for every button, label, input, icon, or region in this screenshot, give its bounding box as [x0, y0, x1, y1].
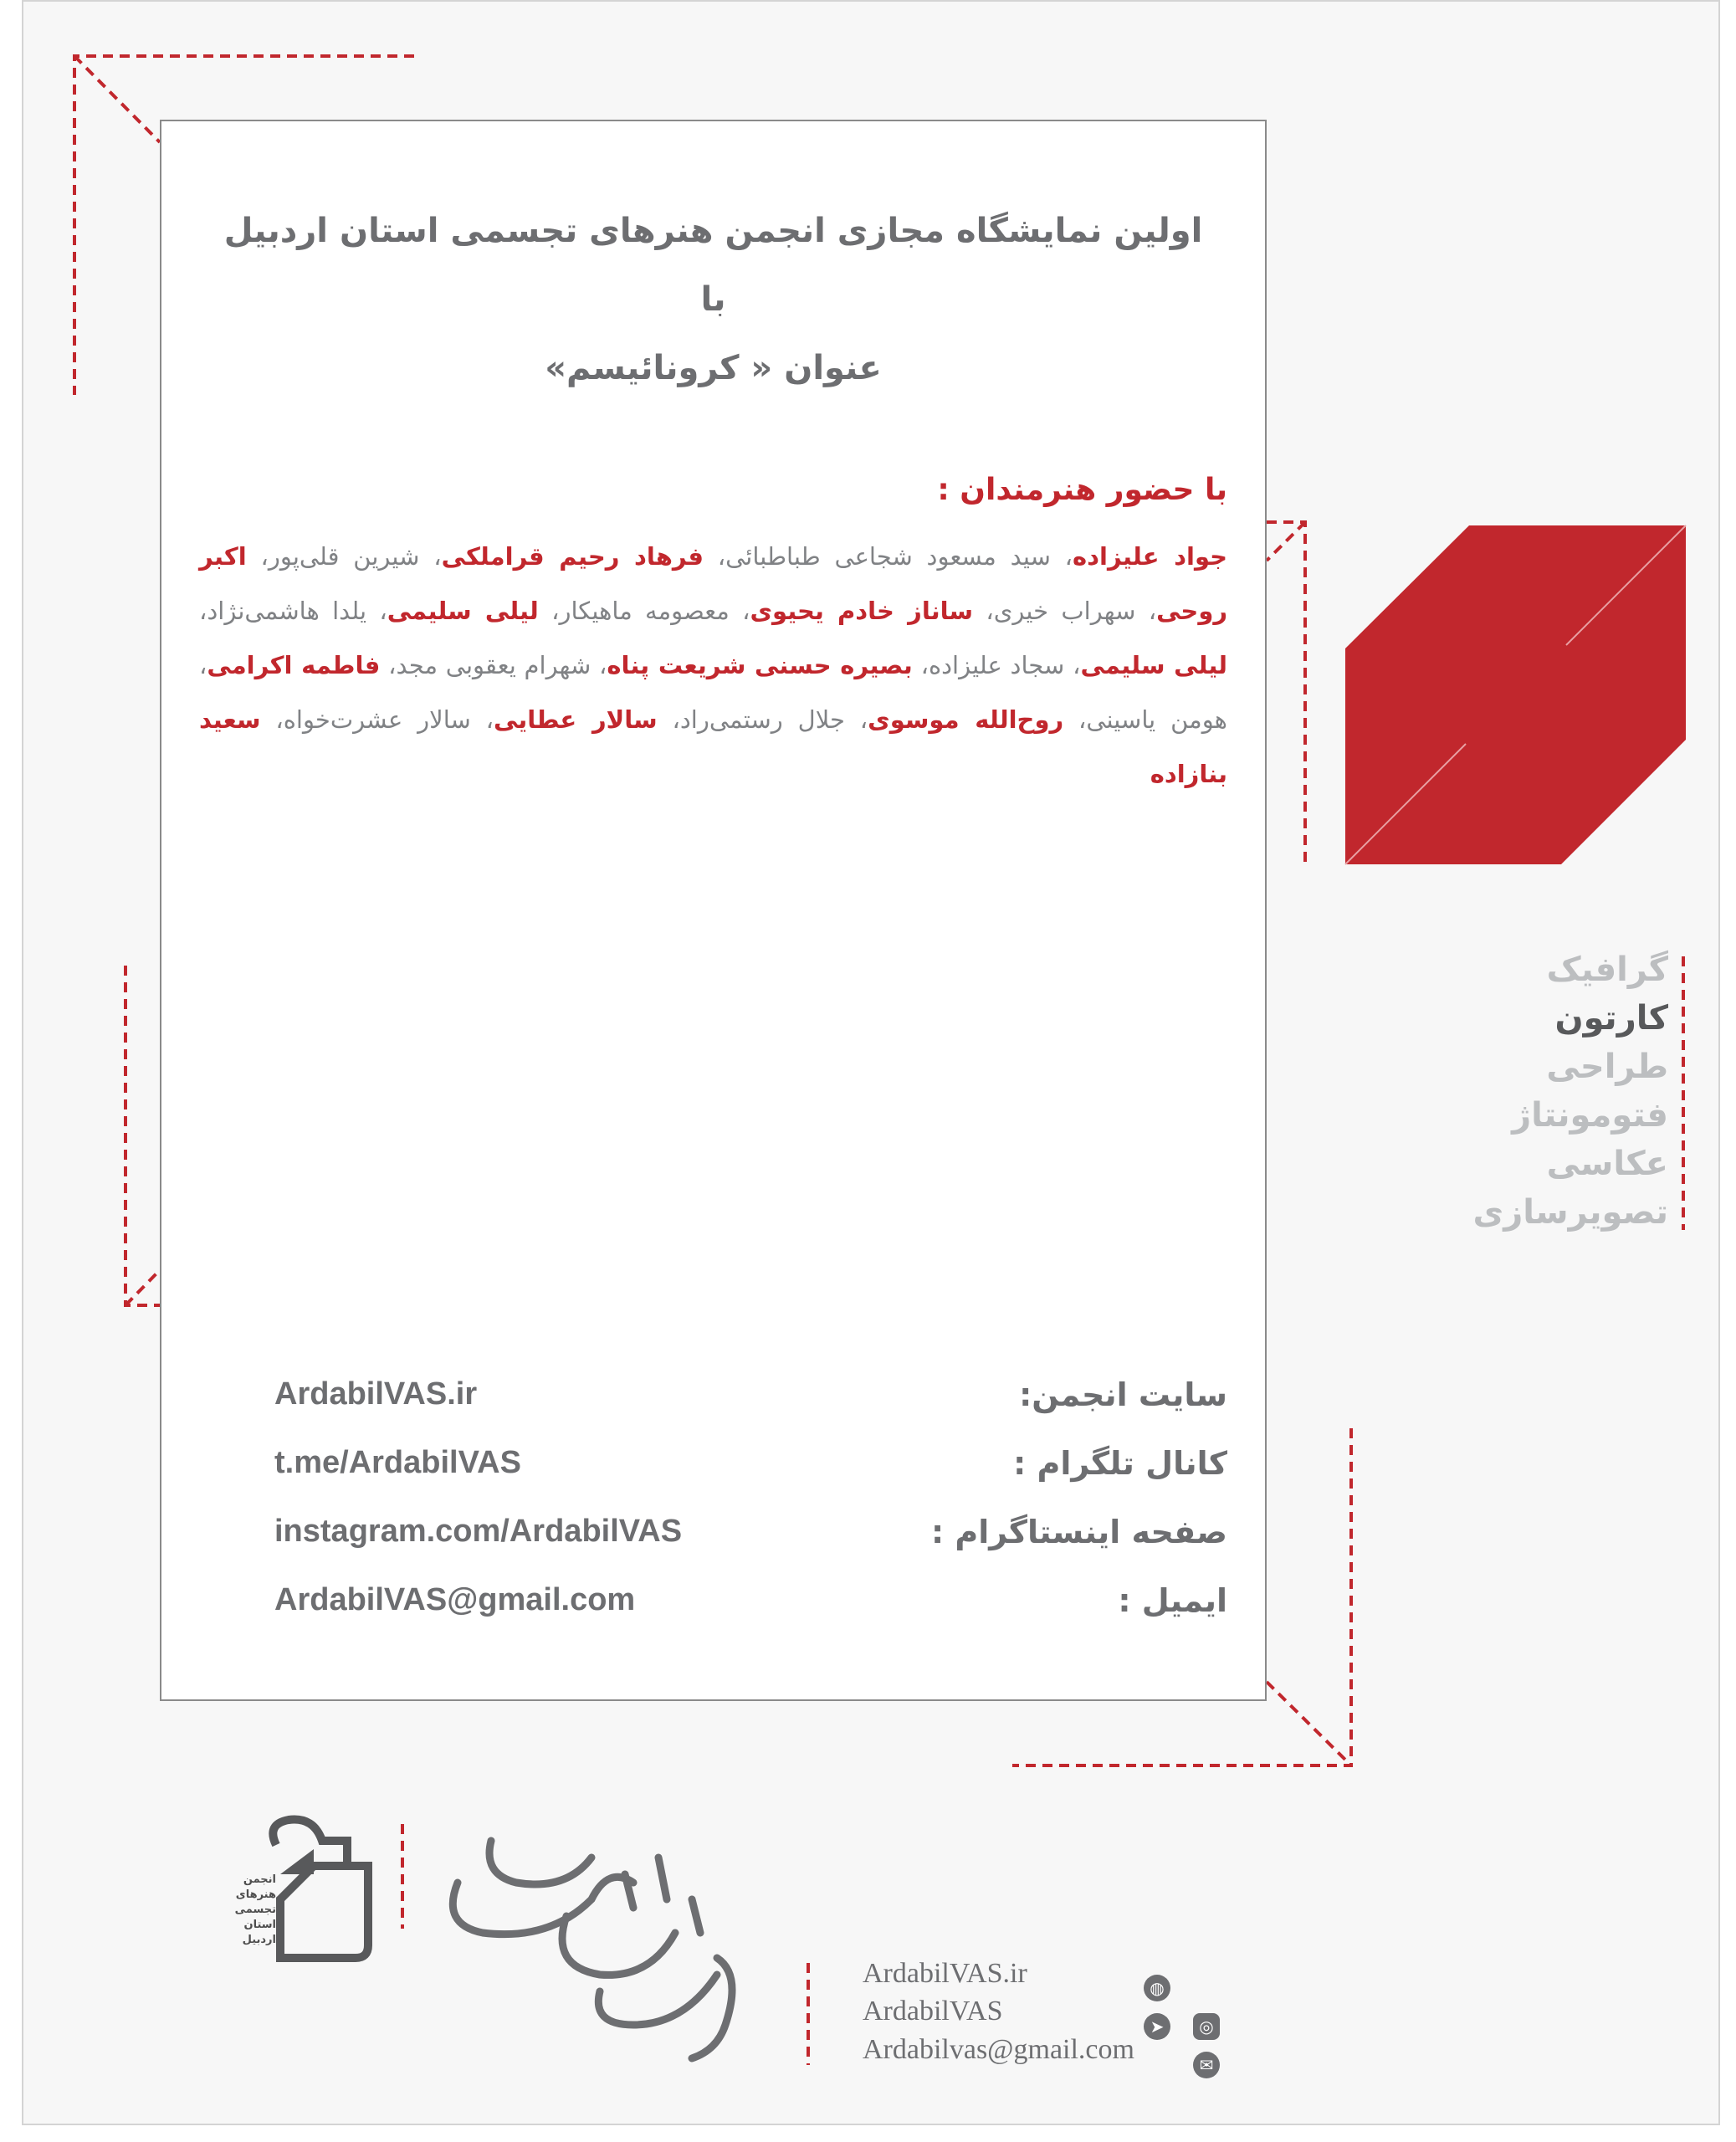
artist-name: لیلی سلیمی	[387, 597, 539, 625]
artist-name: سعید بنازاده	[199, 705, 1227, 788]
telegram-icon: ➤	[1144, 2013, 1170, 2040]
contact-label: ایمیل :	[1118, 1582, 1227, 1619]
category-graphic: گرافیک	[1546, 951, 1668, 989]
contact-instagram	[161, 1514, 1265, 1572]
telegram-link[interactable]: t.me/ArdabilVAS	[274, 1445, 521, 1480]
logo-text-line: هنرهای	[235, 1888, 276, 1901]
email-link[interactable]: ArdabilVAS@gmail.com	[274, 1582, 636, 1617]
artist-name: شهرام یعقوبی مجد	[396, 651, 591, 679]
artist-name: بصیره حسنی شریعت پناه	[607, 651, 913, 679]
dashed-corner-cube	[1267, 522, 1305, 864]
contact-telegram	[161, 1445, 1265, 1504]
category-drawing: طراحی	[1546, 1048, 1668, 1086]
footer-website[interactable]: ArdabilVAS.ir	[863, 1958, 1027, 1989]
dashed-corner-left	[125, 966, 160, 1305]
artists-heading: با حضور هنرمندان :	[937, 473, 1227, 507]
artist-name: شیرین قلی‌پور	[268, 542, 420, 571]
artist-name: معصومه ماهیکار	[559, 597, 730, 625]
artist-name: لیلی سلیمی	[1080, 651, 1228, 679]
artist-name: اکبر روحی	[199, 542, 1228, 625]
category-list	[1473, 945, 1668, 1237]
artist-name: یلدا هاشمی‌نژاد	[207, 597, 367, 625]
artist-name: جلال رستمی‌راد	[679, 705, 845, 734]
website-link[interactable]: ArdabilVAS.ir	[274, 1376, 478, 1412]
poster-title	[212, 197, 1215, 402]
artist-name: جواد علیزاده	[1073, 542, 1228, 571]
footer-social[interactable]: ArdabilVAS	[863, 1996, 1003, 2027]
artist-name: سجاد علیزاده	[928, 651, 1065, 679]
instagram-icon: ◎	[1193, 2013, 1220, 2040]
poster-card	[160, 120, 1267, 1701]
logo-text-line: انجمن	[243, 1873, 276, 1886]
contact-website	[161, 1376, 1265, 1435]
logo-text-line: تجسمی	[234, 1904, 276, 1916]
artist-name: روح‌الله موسوی	[868, 705, 1064, 734]
instagram-link[interactable]: instagram.com/ArdabilVAS	[274, 1514, 683, 1549]
contact-label: کانال تلگرام :	[1013, 1445, 1227, 1482]
contact-label: سایت انجمن:	[1019, 1376, 1227, 1413]
mail-icon: ✉	[1193, 2052, 1220, 2078]
artist-name: سید مسعود شجاعی طباطبائی	[725, 542, 1051, 571]
logo-text	[209, 1873, 276, 1948]
contact-label: صفحه اینستاگرام :	[930, 1514, 1227, 1550]
logo-text-line: استان اردبیل	[242, 1919, 276, 1946]
title-line-1: اولین نمایشگاه مجازی انجمن هنرهای تجسمی استان اردبیل با	[223, 212, 1203, 319]
artists-list: جواد علیزاده، سید مسعود شجاعی طباطبائی، فرهاد رحیم قراملکی، شیرین قلی‌پور، اکبر روحی، سهراب خیری، ساناز خادم یحیوی، معصومه ماهیکار، لیلی سلیمی، یلدا هاشمی‌نژاد، لیلی سلیمی، سجاد علیزاده، بصیره حسنی شریعت پناه، شهرام یعقوبی مجد، فاطمه اکرامی، هومن یاسینی، روح‌الله موسوی، جلال رستمی‌راد، سالار عطایی، سالار عشرت‌خواه، سعید بنازاده	[199, 542, 1228, 788]
category-cartoon: کارتون	[1554, 999, 1668, 1038]
artist-name: سالار عشرت‌خواه	[283, 705, 471, 734]
artist-name: ساناز خادم یحیوی	[750, 597, 974, 625]
category-photomontage: فتومونتاژ	[1512, 1096, 1668, 1135]
artist-name: هومن یاسینی	[1086, 705, 1227, 734]
footer-email[interactable]: Ardabilvas@gmail.com	[863, 2034, 1134, 2065]
category-photography: عکاسی	[1546, 1145, 1668, 1183]
globe-icon: ◍	[1144, 1975, 1170, 2001]
title-line-2: عنوان « کرونائیسم»	[545, 349, 882, 387]
artist-name: سهراب خیری	[993, 597, 1136, 625]
artist-name: فرهاد رحیم قراملکی	[441, 542, 704, 571]
artist-name: سالار عطایی	[494, 705, 658, 734]
contact-email	[161, 1582, 1265, 1641]
category-illustration: تصویرسازی	[1472, 1193, 1668, 1232]
artist-name: فاطمه اکرامی	[207, 651, 381, 679]
calligraphy-logo	[441, 1824, 792, 2067]
